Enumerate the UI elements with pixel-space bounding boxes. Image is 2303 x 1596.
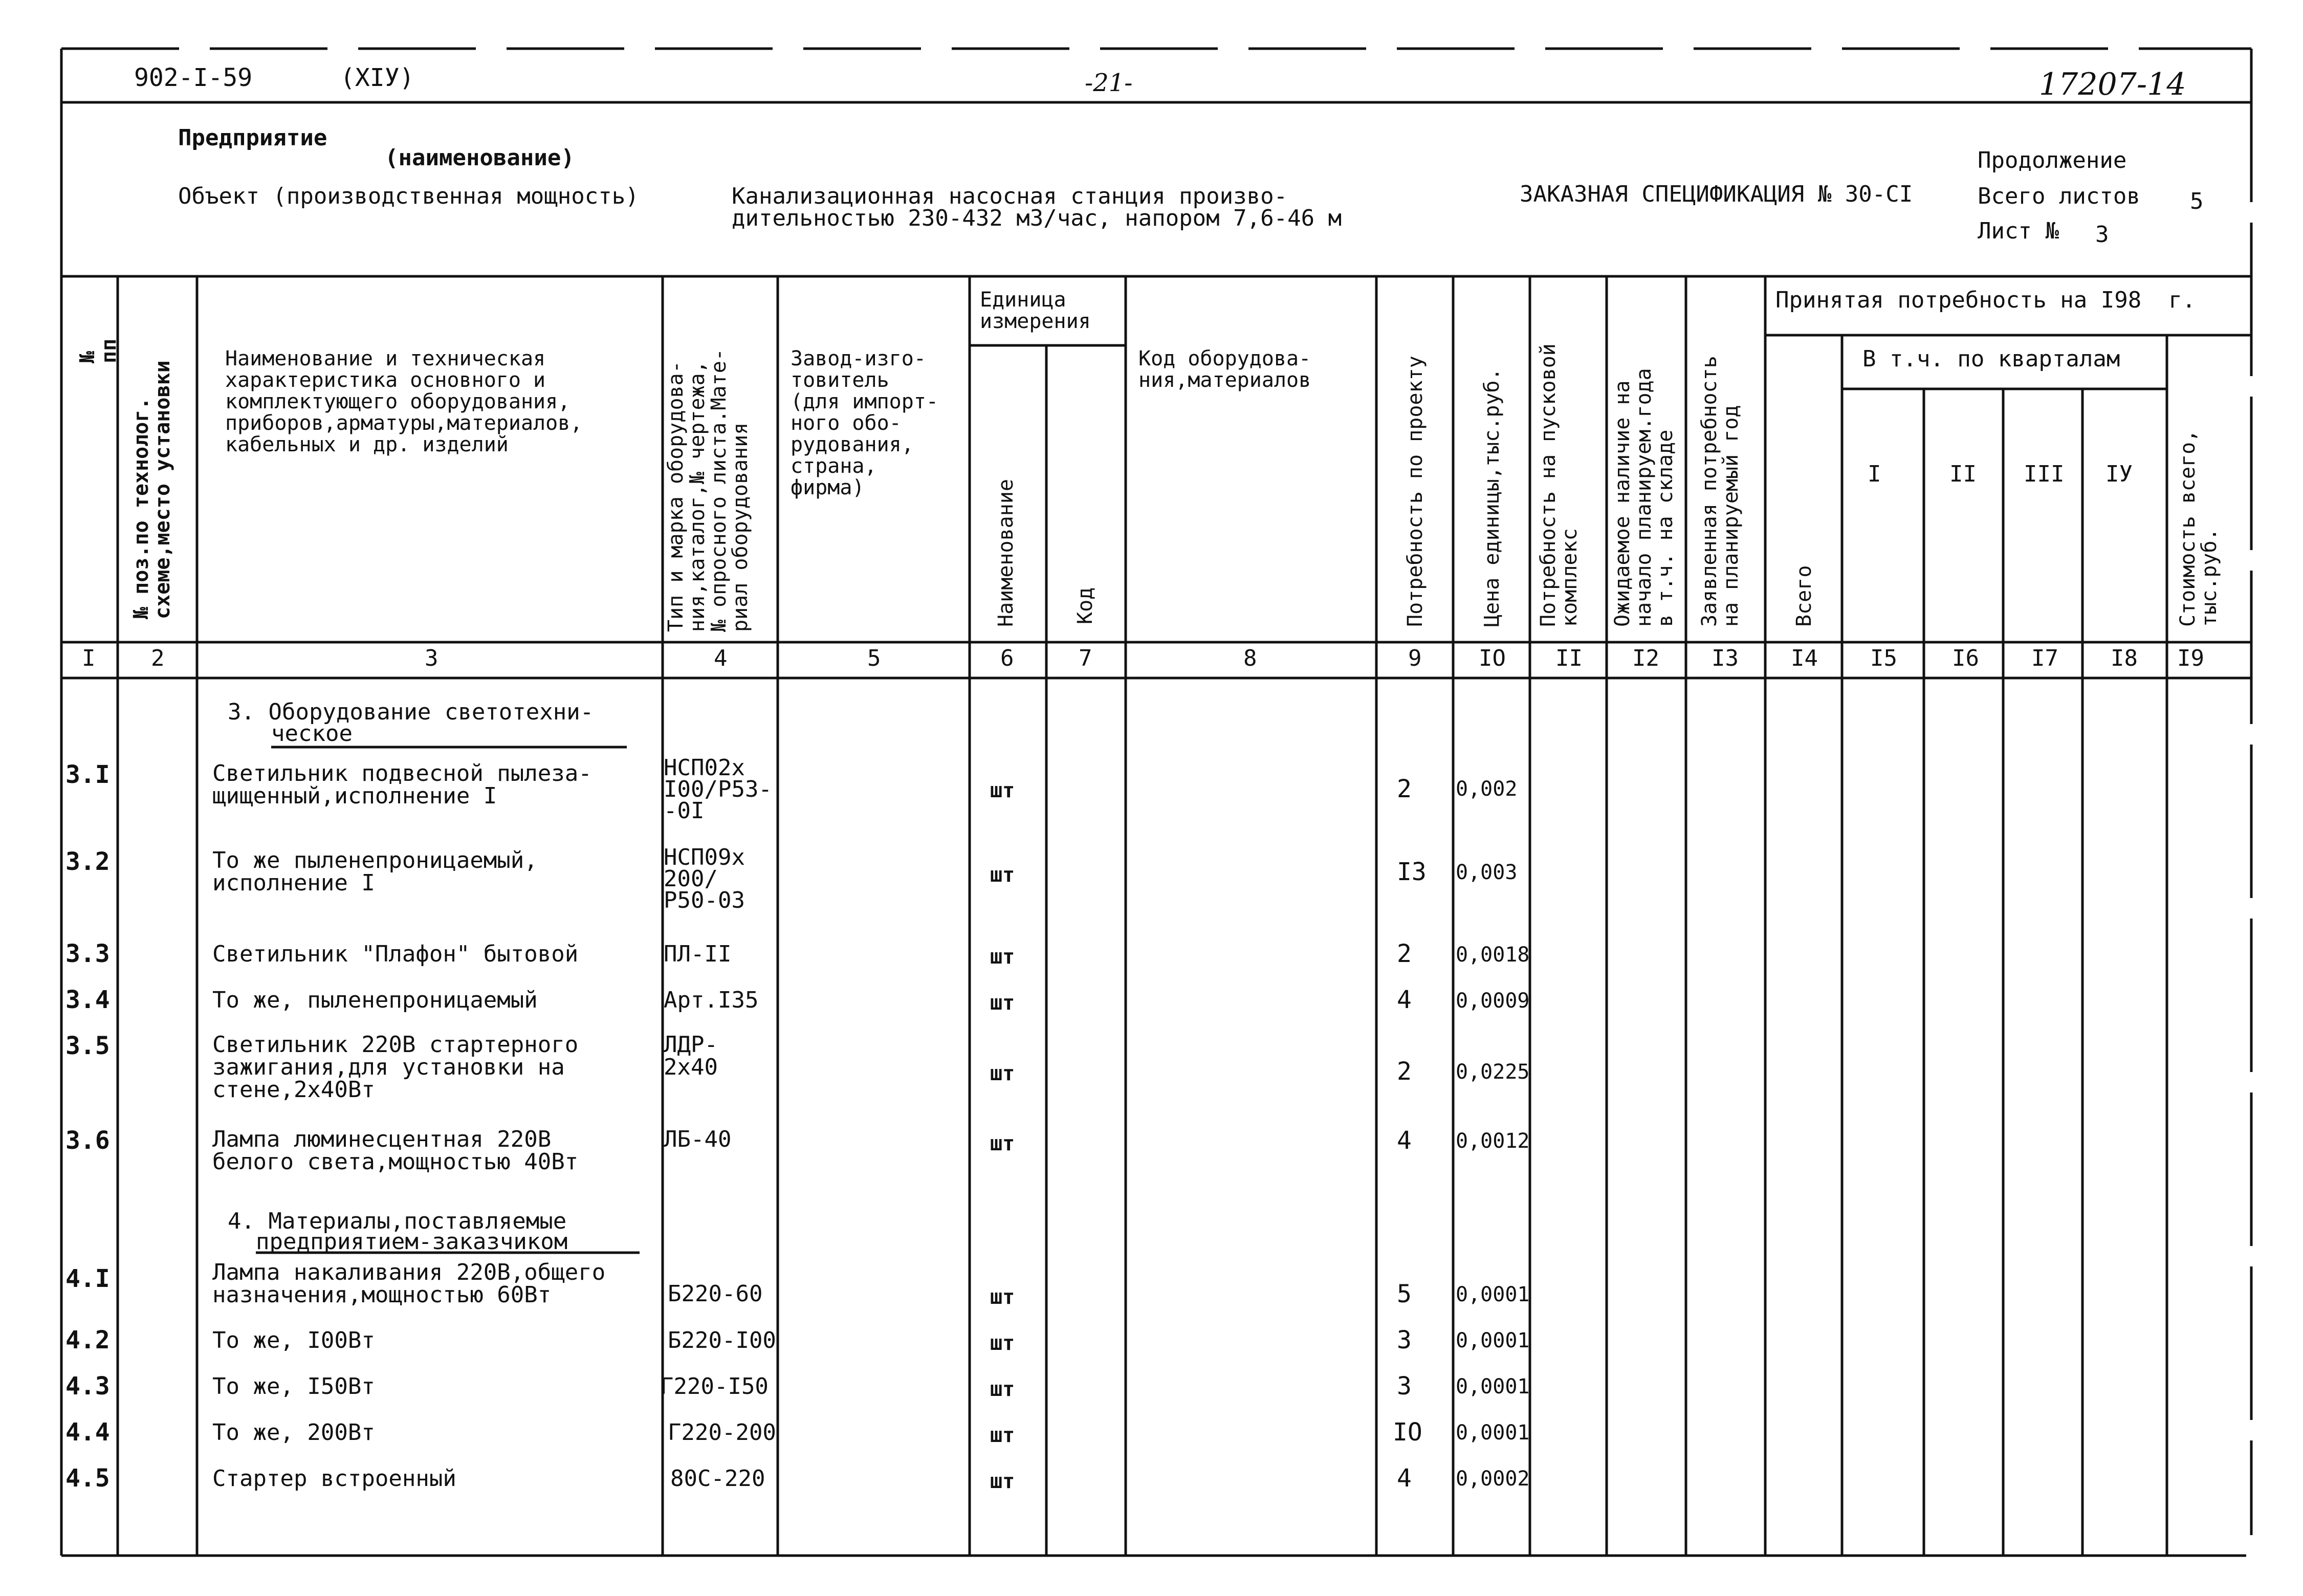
row-number: 3.5 <box>65 1032 110 1060</box>
row-unit: шт <box>990 1331 1015 1355</box>
header-accepted: Принятая потребность на I98 г. <box>1775 287 2196 313</box>
row-number: 4.5 <box>65 1464 110 1493</box>
row-type: 80С-220 <box>670 1466 765 1492</box>
row-price: 0,002 <box>1456 777 1518 801</box>
header-col-9: Потребность по проекту <box>1403 356 1427 627</box>
row-type: ПЛ-II <box>664 941 732 967</box>
row-type: Б220-I00 <box>668 1327 776 1353</box>
row-unit: шт <box>990 1285 1015 1309</box>
header-col-3: Наименование и техническая характеристика основного и комплектующего оборудования, приборов,арматуры,материалов, кабельных и др. изделий <box>225 347 583 456</box>
header-col-7: Код <box>1073 587 1097 624</box>
col-number: 8 <box>1243 645 1257 671</box>
row-unit: шт <box>990 779 1015 802</box>
row-qty: 4 <box>1397 1126 1412 1155</box>
section-title: 3. Оборудование светотехни- <box>228 699 594 725</box>
header-col-19: Стоимость всего, тыс.руб. <box>2176 429 2221 627</box>
header-col-10: Цена единицы,тыс.руб. <box>1480 368 1504 627</box>
spec-title: ЗАКАЗНАЯ СПЕЦИФИКАЦИЯ № 30-СI <box>1520 181 1913 207</box>
object-description-line2: дительностью 230-432 м3/час, напором 7,6-46 м <box>732 205 1342 231</box>
header-q4: IУ <box>2105 461 2133 487</box>
col-number: 6 <box>1000 645 1014 671</box>
col-number: 7 <box>1079 645 1092 671</box>
header-col-14: Всего <box>1792 565 1816 627</box>
col-number: I2 <box>1632 645 1659 671</box>
row-unit: шт <box>990 1424 1015 1447</box>
row-name: Лампа люминесцентная 220В белого света,мощностью 40Вт <box>212 1126 579 1175</box>
row-number: 3.6 <box>65 1126 110 1155</box>
document-number: 17207-14 <box>2039 67 2186 102</box>
row-qty: 2 <box>1397 775 1412 803</box>
header-q3: III <box>2024 461 2065 487</box>
section-title: 4. Материалы,поставляемые <box>228 1208 567 1234</box>
row-number: 4.2 <box>65 1326 110 1354</box>
header-quarters: В т.ч. по кварталам <box>1862 346 2120 372</box>
col-number: 2 <box>151 645 165 671</box>
row-price: 0,0001 <box>1456 1375 1530 1398</box>
col-number: 9 <box>1408 645 1422 671</box>
col-number: 4 <box>714 645 728 671</box>
row-type: ЛБ-40 <box>664 1126 732 1152</box>
row-qty: IO <box>1393 1418 1422 1447</box>
row-qty: 2 <box>1397 1057 1412 1086</box>
header-col-8: Код оборудова- ния,материалов <box>1138 347 1311 392</box>
row-number: 3.2 <box>65 847 110 876</box>
header-col-6: Наименование <box>994 479 1018 627</box>
row-unit: шт <box>990 1378 1015 1401</box>
row-unit: шт <box>990 945 1015 969</box>
row-name: То же пыленепроницаемый, исполнение I <box>212 847 538 896</box>
header-col-11: Потребность на пусковой комплекс <box>1537 343 1582 627</box>
row-price: 0,0009 <box>1456 989 1530 1013</box>
header-col-1: № пп <box>76 338 121 363</box>
row-type: Г220-I50 <box>660 1373 769 1400</box>
row-qty: 4 <box>1397 1464 1412 1493</box>
row-qty: 2 <box>1397 939 1412 968</box>
document-series: 902-I-59 <box>134 63 253 92</box>
volume-label: (XIУ) <box>340 63 414 92</box>
col-number: I7 <box>2031 645 2058 671</box>
row-qty: I3 <box>1397 858 1427 886</box>
header-col-13: Заявленная потребность на планируемый год <box>1698 356 1743 627</box>
row-number: 3.4 <box>65 986 110 1014</box>
row-qty: 5 <box>1397 1280 1412 1308</box>
row-price: 0,0018 <box>1456 943 1530 967</box>
total-sheets-label: Всего листов <box>1978 183 2140 209</box>
row-price: 0,0001 <box>1456 1283 1530 1306</box>
object-description-line1: Канализационная насосная станция произво- <box>732 183 1288 209</box>
row-type: Арт.I35 <box>664 987 759 1013</box>
sheet-label: Лист № <box>1978 218 2059 244</box>
col-number: I6 <box>1952 645 1979 671</box>
col-number: II <box>1555 645 1583 671</box>
row-unit: шт <box>990 1470 1015 1493</box>
section-title: предприятием-заказчиком <box>256 1229 568 1255</box>
row-unit: шт <box>990 1132 1015 1155</box>
object-label: Объект (производственная мощность) <box>178 183 639 209</box>
row-number: 4.3 <box>65 1372 110 1401</box>
header-q1: I <box>1868 461 1881 487</box>
row-number: 3.3 <box>65 939 110 968</box>
col-number: I4 <box>1791 645 1818 671</box>
row-price: 0,0225 <box>1456 1060 1530 1084</box>
row-price: 0,0001 <box>1456 1329 1530 1352</box>
row-qty: 3 <box>1397 1372 1412 1401</box>
row-number: 4.4 <box>65 1418 110 1447</box>
row-name: Светильник 220В стартерного зажигания,для установки на стене,2х40Вт <box>212 1032 579 1103</box>
row-qty: 4 <box>1397 986 1412 1014</box>
row-number: 3.I <box>65 760 110 789</box>
row-name: Стартер встроенный <box>212 1466 456 1492</box>
col-number: 5 <box>867 645 881 671</box>
header-col-2: № поз.по технолог. схеме,место установки <box>129 360 174 619</box>
col-number: I <box>82 645 96 671</box>
row-type: НСП02х I00/Р53- -0I <box>664 755 772 824</box>
row-name: То же, I50Вт <box>212 1373 375 1400</box>
row-name: То же, пыленепроницаемый <box>212 987 538 1013</box>
row-price: 0,0002 <box>1456 1467 1530 1491</box>
row-name: То же, 200Вт <box>212 1419 375 1446</box>
header-unit-group: Единица измерения <box>980 288 1091 333</box>
row-price: 0,003 <box>1456 861 1518 884</box>
row-qty: 3 <box>1397 1326 1412 1354</box>
page-number: -21- <box>1085 69 1133 97</box>
row-name: Лампа накаливания 220В,общего назначения,мощностью 60Вт <box>212 1259 606 1308</box>
row-price: 0,0001 <box>1456 1421 1530 1445</box>
row-unit: шт <box>990 991 1015 1015</box>
header-col-5: Завод-изго- товитель (для импорт- ного обо- рудования, страна, фирма) <box>791 347 938 499</box>
header-q2: II <box>1949 461 1977 487</box>
enterprise-label: Предприятие <box>178 125 327 151</box>
header-col-12: Ожидаемое наличие на начало планируем.года в т.ч. на складе <box>1611 368 1677 627</box>
col-number: I5 <box>1870 645 1897 671</box>
total-sheets-value: 5 <box>2190 188 2204 214</box>
naming-label: (наименование) <box>385 145 575 171</box>
col-number: I3 <box>1712 645 1739 671</box>
row-type: Б220-60 <box>668 1281 763 1307</box>
row-unit: шт <box>990 863 1015 887</box>
continuation-label: Продолжение <box>1978 147 2127 173</box>
row-name: Светильник подвесной пылеза- щищенный,исполнение I <box>212 760 592 809</box>
row-unit: шт <box>990 1062 1015 1085</box>
row-type: ЛДР- 2х40 <box>664 1032 718 1080</box>
row-name: То же, I00Вт <box>212 1327 375 1353</box>
row-type: НСП09х 200/ Р50-03 <box>664 844 745 913</box>
row-name: Светильник "Плафон" бытовой <box>212 941 579 967</box>
sheet-value: 3 <box>2095 222 2109 248</box>
col-number: IO <box>1479 645 1506 671</box>
col-number: 3 <box>425 645 438 671</box>
row-price: 0,0012 <box>1456 1129 1530 1153</box>
header-col-4: Тип и марка оборудова- ния,каталог,№ чертежа, № опросного листа.Мате- риал оборудования <box>664 348 752 632</box>
row-type: Г220-200 <box>668 1419 776 1446</box>
col-number: I8 <box>2111 645 2138 671</box>
section-title: ческое <box>271 720 353 747</box>
col-number: I9 <box>2177 645 2204 671</box>
row-number: 4.I <box>65 1264 110 1293</box>
